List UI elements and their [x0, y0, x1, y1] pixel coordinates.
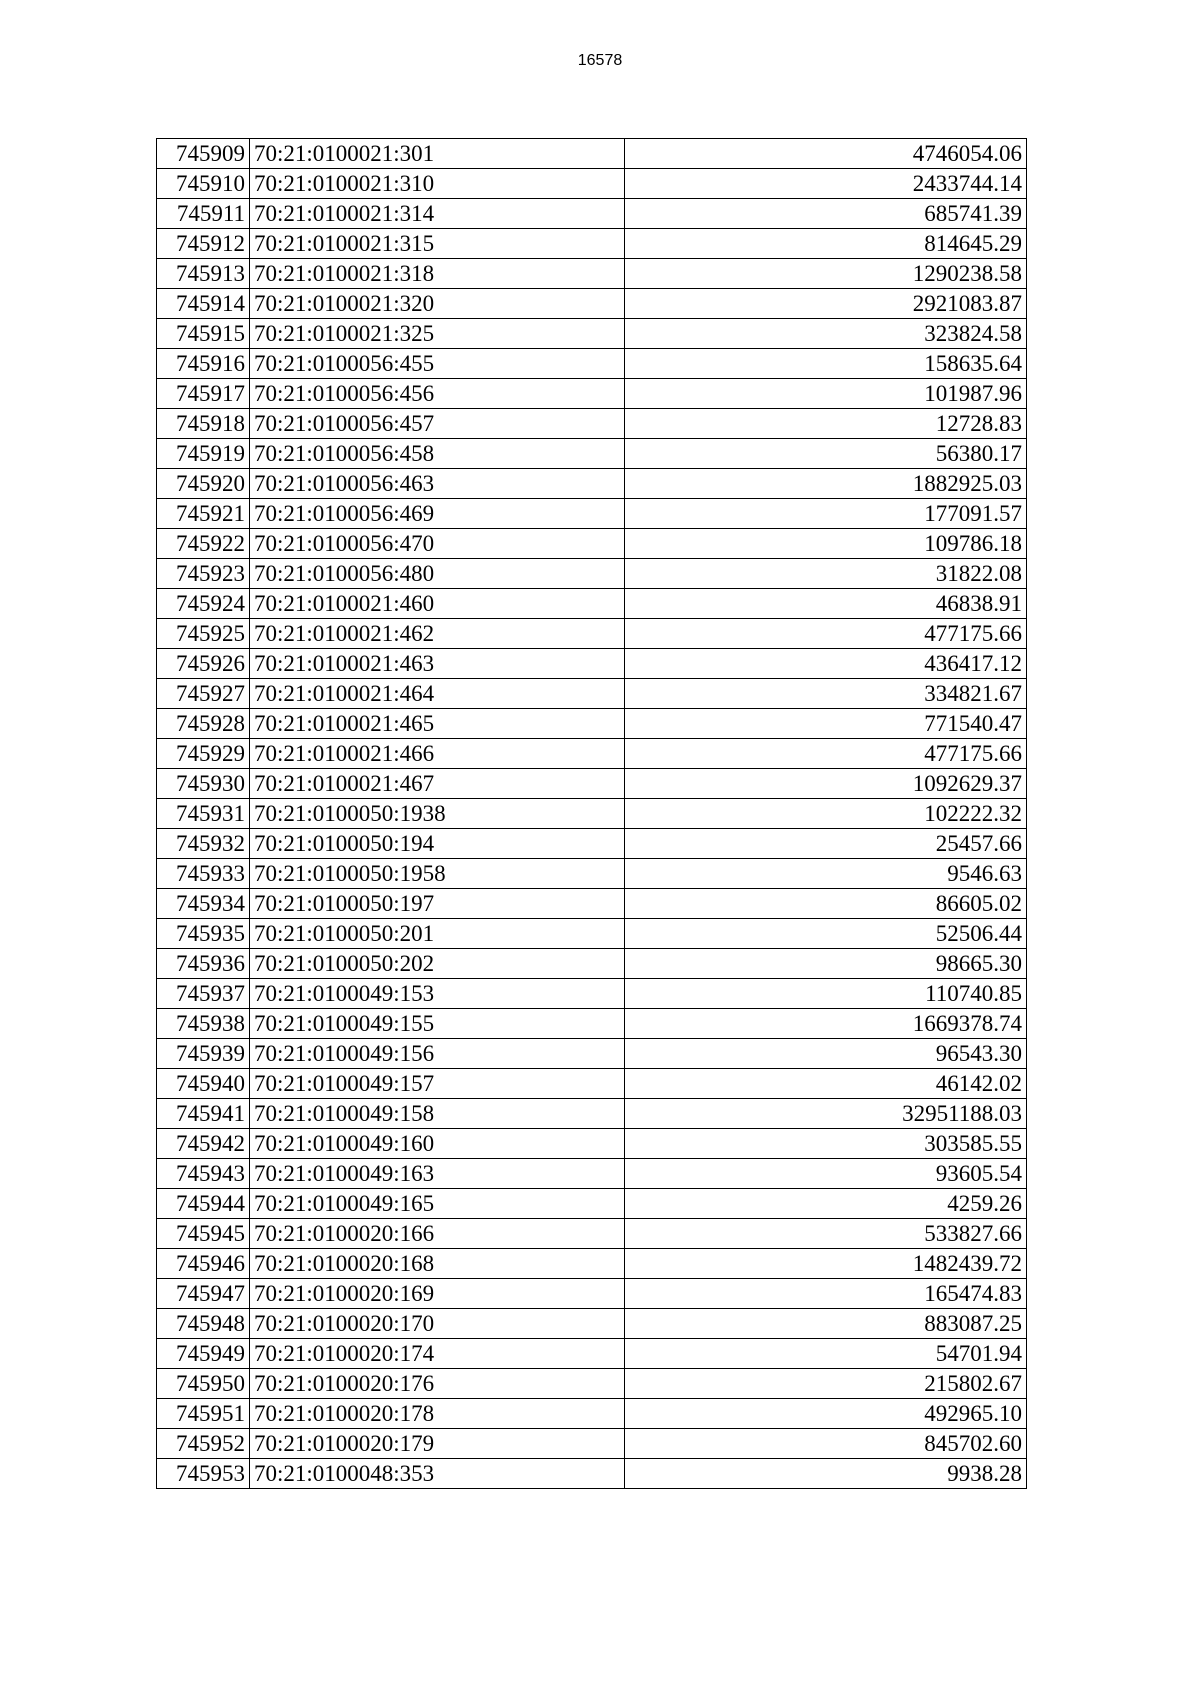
- cadastral-value-cell: 4259.26: [625, 1189, 1027, 1219]
- table-row: [157, 1369, 1027, 1399]
- row-number-cell: 745950: [157, 1369, 250, 1399]
- row-number-cell: 745922: [157, 529, 250, 559]
- cadastral-number-cell: 70:21:0100020:170: [250, 1309, 625, 1339]
- row-number-cell: 745952: [157, 1429, 250, 1459]
- cadastral-number-cell: 70:21:0100020:168: [250, 1249, 625, 1279]
- row-number-cell: 745924: [157, 589, 250, 619]
- cadastral-value-cell: 533827.66: [625, 1219, 1027, 1249]
- table-row: [157, 949, 1027, 979]
- cadastral-number-cell: 70:21:0100021:314: [250, 199, 625, 229]
- cadastral-number-cell: 70:21:0100049:153: [250, 979, 625, 1009]
- cadastral-number-cell: 70:21:0100056:456: [250, 379, 625, 409]
- row-number-cell: 745925: [157, 619, 250, 649]
- cadastral-number-cell: 70:21:0100020:169: [250, 1279, 625, 1309]
- table-row: [157, 1069, 1027, 1099]
- row-number-cell: 745948: [157, 1309, 250, 1339]
- cadastral-value-cell: 2433744.14: [625, 169, 1027, 199]
- cadastral-number-cell: 70:21:0100056:463: [250, 469, 625, 499]
- table-row: [157, 889, 1027, 919]
- table-row: [157, 1009, 1027, 1039]
- row-number-cell: 745916: [157, 349, 250, 379]
- row-number-cell: 745931: [157, 799, 250, 829]
- table-row: [157, 319, 1027, 349]
- cadastral-value-cell: 96543.30: [625, 1039, 1027, 1069]
- cadastral-number-cell: 70:21:0100021:463: [250, 649, 625, 679]
- cadastral-value-cell: 4746054.06: [625, 139, 1027, 169]
- cadastral-number-cell: 70:21:0100021:325: [250, 319, 625, 349]
- row-number-cell: 745926: [157, 649, 250, 679]
- cadastral-value-cell: 32951188.03: [625, 1099, 1027, 1129]
- cadastral-value-cell: 46838.91: [625, 589, 1027, 619]
- cadastral-number-cell: 70:21:0100048:353: [250, 1459, 625, 1489]
- cadastral-value-cell: 158635.64: [625, 349, 1027, 379]
- cadastral-number-cell: 70:21:0100020:176: [250, 1369, 625, 1399]
- cadastral-number-cell: 70:21:0100056:457: [250, 409, 625, 439]
- cadastral-number-cell: 70:21:0100021:462: [250, 619, 625, 649]
- cadastral-value-cell: 56380.17: [625, 439, 1027, 469]
- table-row: [157, 1039, 1027, 1069]
- row-number-cell: 745915: [157, 319, 250, 349]
- cadastral-value-cell: 46142.02: [625, 1069, 1027, 1099]
- cadastral-value-cell: 1482439.72: [625, 1249, 1027, 1279]
- cadastral-number-cell: 70:21:0100049:156: [250, 1039, 625, 1069]
- cadastral-value-cell: 52506.44: [625, 919, 1027, 949]
- cadastral-value-cell: 845702.60: [625, 1429, 1027, 1459]
- cadastral-value-table: [156, 138, 1027, 1489]
- cadastral-number-cell: 70:21:0100049:163: [250, 1159, 625, 1189]
- cadastral-number-cell: 70:21:0100020:179: [250, 1429, 625, 1459]
- cadastral-value-cell: 436417.12: [625, 649, 1027, 679]
- table-row: [157, 769, 1027, 799]
- table-row: [157, 799, 1027, 829]
- table-row: [157, 169, 1027, 199]
- table-row: [157, 679, 1027, 709]
- table-row: [157, 709, 1027, 739]
- row-number-cell: 745935: [157, 919, 250, 949]
- cadastral-number-cell: 70:21:0100050:1958: [250, 859, 625, 889]
- cadastral-value-cell: 54701.94: [625, 1339, 1027, 1369]
- row-number-cell: 745944: [157, 1189, 250, 1219]
- cadastral-value-cell: 177091.57: [625, 499, 1027, 529]
- row-number-cell: 745949: [157, 1339, 250, 1369]
- table-row: [157, 199, 1027, 229]
- table-row: [157, 139, 1027, 169]
- row-number-cell: 745914: [157, 289, 250, 319]
- row-number-cell: 745940: [157, 1069, 250, 1099]
- row-number-cell: 745921: [157, 499, 250, 529]
- table-row: [157, 1279, 1027, 1309]
- cadastral-value-cell: 685741.39: [625, 199, 1027, 229]
- cadastral-value-cell: 814645.29: [625, 229, 1027, 259]
- cadastral-number-cell: 70:21:0100021:467: [250, 769, 625, 799]
- row-number-cell: 745917: [157, 379, 250, 409]
- table-row: [157, 649, 1027, 679]
- cadastral-value-cell: 323824.58: [625, 319, 1027, 349]
- cadastral-value-cell: 9938.28: [625, 1459, 1027, 1489]
- cadastral-value-cell: 9546.63: [625, 859, 1027, 889]
- row-number-cell: 745953: [157, 1459, 250, 1489]
- row-number-cell: 745920: [157, 469, 250, 499]
- cadastral-number-cell: 70:21:0100056:455: [250, 349, 625, 379]
- table-row: [157, 1309, 1027, 1339]
- row-number-cell: 745913: [157, 259, 250, 289]
- table-row: [157, 439, 1027, 469]
- table-row: [157, 1399, 1027, 1429]
- cadastral-value-cell: 1669378.74: [625, 1009, 1027, 1039]
- cadastral-value-cell: 102222.32: [625, 799, 1027, 829]
- row-number-cell: 745912: [157, 229, 250, 259]
- table-row: [157, 979, 1027, 1009]
- cadastral-value-cell: 98665.30: [625, 949, 1027, 979]
- table-row: [157, 1339, 1027, 1369]
- cadastral-value-cell: 1882925.03: [625, 469, 1027, 499]
- cadastral-value-cell: 771540.47: [625, 709, 1027, 739]
- row-number-cell: 745945: [157, 1219, 250, 1249]
- cadastral-value-cell: 303585.55: [625, 1129, 1027, 1159]
- cadastral-value-cell: 215802.67: [625, 1369, 1027, 1399]
- table-row: [157, 1189, 1027, 1219]
- cadastral-number-cell: 70:21:0100050:197: [250, 889, 625, 919]
- row-number-cell: 745910: [157, 169, 250, 199]
- table-row: [157, 919, 1027, 949]
- row-number-cell: 745941: [157, 1099, 250, 1129]
- cadastral-number-cell: 70:21:0100056:458: [250, 439, 625, 469]
- cadastral-value-cell: 31822.08: [625, 559, 1027, 589]
- cadastral-number-cell: 70:21:0100049:158: [250, 1099, 625, 1129]
- row-number-cell: 745951: [157, 1399, 250, 1429]
- row-number-cell: 745923: [157, 559, 250, 589]
- cadastral-number-cell: 70:21:0100056:480: [250, 559, 625, 589]
- table-row: [157, 289, 1027, 319]
- table-row: [157, 1129, 1027, 1159]
- row-number-cell: 745909: [157, 139, 250, 169]
- cadastral-number-cell: 70:21:0100056:470: [250, 529, 625, 559]
- cadastral-number-cell: 70:21:0100021:464: [250, 679, 625, 709]
- cadastral-value-cell: 25457.66: [625, 829, 1027, 859]
- table-row: [157, 409, 1027, 439]
- cadastral-number-cell: 70:21:0100050:201: [250, 919, 625, 949]
- cadastral-value-cell: 1290238.58: [625, 259, 1027, 289]
- cadastral-number-cell: 70:21:0100056:469: [250, 499, 625, 529]
- row-number-cell: 745947: [157, 1279, 250, 1309]
- table-row: [157, 859, 1027, 889]
- row-number-cell: 745936: [157, 949, 250, 979]
- table-body: [157, 139, 1027, 1489]
- row-number-cell: 745929: [157, 739, 250, 769]
- cadastral-number-cell: 70:21:0100050:194: [250, 829, 625, 859]
- cadastral-number-cell: 70:21:0100021:315: [250, 229, 625, 259]
- table-row: [157, 739, 1027, 769]
- cadastral-number-cell: 70:21:0100049:165: [250, 1189, 625, 1219]
- table-row: [157, 1249, 1027, 1279]
- cadastral-value-cell: 101987.96: [625, 379, 1027, 409]
- row-number-cell: 745918: [157, 409, 250, 439]
- cadastral-number-cell: 70:21:0100020:166: [250, 1219, 625, 1249]
- table-row: [157, 229, 1027, 259]
- table-row: [157, 1099, 1027, 1129]
- row-number-cell: 745911: [157, 199, 250, 229]
- table-row: [157, 559, 1027, 589]
- cadastral-value-cell: 93605.54: [625, 1159, 1027, 1189]
- table-row: [157, 1429, 1027, 1459]
- cadastral-value-cell: 86605.02: [625, 889, 1027, 919]
- row-number-cell: 745938: [157, 1009, 250, 1039]
- table-row: [157, 1459, 1027, 1489]
- row-number-cell: 745943: [157, 1159, 250, 1189]
- row-number-cell: 745942: [157, 1129, 250, 1159]
- cadastral-number-cell: 70:21:0100020:174: [250, 1339, 625, 1369]
- table-row: [157, 589, 1027, 619]
- cadastral-number-cell: 70:21:0100021:310: [250, 169, 625, 199]
- cadastral-value-cell: 165474.83: [625, 1279, 1027, 1309]
- cadastral-value-cell: 110740.85: [625, 979, 1027, 1009]
- table-row: [157, 259, 1027, 289]
- cadastral-value-cell: 477175.66: [625, 739, 1027, 769]
- table-row: [157, 349, 1027, 379]
- table-row: [157, 829, 1027, 859]
- cadastral-number-cell: 70:21:0100050:202: [250, 949, 625, 979]
- cadastral-value-cell: 492965.10: [625, 1399, 1027, 1429]
- row-number-cell: 745937: [157, 979, 250, 1009]
- row-number-cell: 745930: [157, 769, 250, 799]
- cadastral-value-cell: 883087.25: [625, 1309, 1027, 1339]
- table-row: [157, 379, 1027, 409]
- cadastral-number-cell: 70:21:0100021:460: [250, 589, 625, 619]
- cadastral-value-cell: 477175.66: [625, 619, 1027, 649]
- cadastral-number-cell: 70:21:0100021:318: [250, 259, 625, 289]
- table-row: [157, 499, 1027, 529]
- row-number-cell: 745932: [157, 829, 250, 859]
- cadastral-number-cell: 70:21:0100021:301: [250, 139, 625, 169]
- cadastral-number-cell: 70:21:0100020:178: [250, 1399, 625, 1429]
- cadastral-number-cell: 70:21:0100049:157: [250, 1069, 625, 1099]
- row-number-cell: 745934: [157, 889, 250, 919]
- table-row: [157, 529, 1027, 559]
- cadastral-value-cell: 12728.83: [625, 409, 1027, 439]
- cadastral-value-cell: 334821.67: [625, 679, 1027, 709]
- page-number: 16578: [577, 52, 623, 69]
- row-number-cell: 745946: [157, 1249, 250, 1279]
- cadastral-value-cell: 109786.18: [625, 529, 1027, 559]
- cadastral-number-cell: 70:21:0100021:320: [250, 289, 625, 319]
- table-row: [157, 469, 1027, 499]
- table-row: [157, 619, 1027, 649]
- row-number-cell: 745933: [157, 859, 250, 889]
- row-number-cell: 745939: [157, 1039, 250, 1069]
- table-row: [157, 1159, 1027, 1189]
- cadastral-number-cell: 70:21:0100050:1938: [250, 799, 625, 829]
- cadastral-number-cell: 70:21:0100049:155: [250, 1009, 625, 1039]
- cadastral-number-cell: 70:21:0100049:160: [250, 1129, 625, 1159]
- cadastral-value-cell: 2921083.87: [625, 289, 1027, 319]
- row-number-cell: 745919: [157, 439, 250, 469]
- row-number-cell: 745927: [157, 679, 250, 709]
- row-number-cell: 745928: [157, 709, 250, 739]
- table-row: [157, 1219, 1027, 1249]
- cadastral-number-cell: 70:21:0100021:465: [250, 709, 625, 739]
- cadastral-number-cell: 70:21:0100021:466: [250, 739, 625, 769]
- cadastral-value-cell: 1092629.37: [625, 769, 1027, 799]
